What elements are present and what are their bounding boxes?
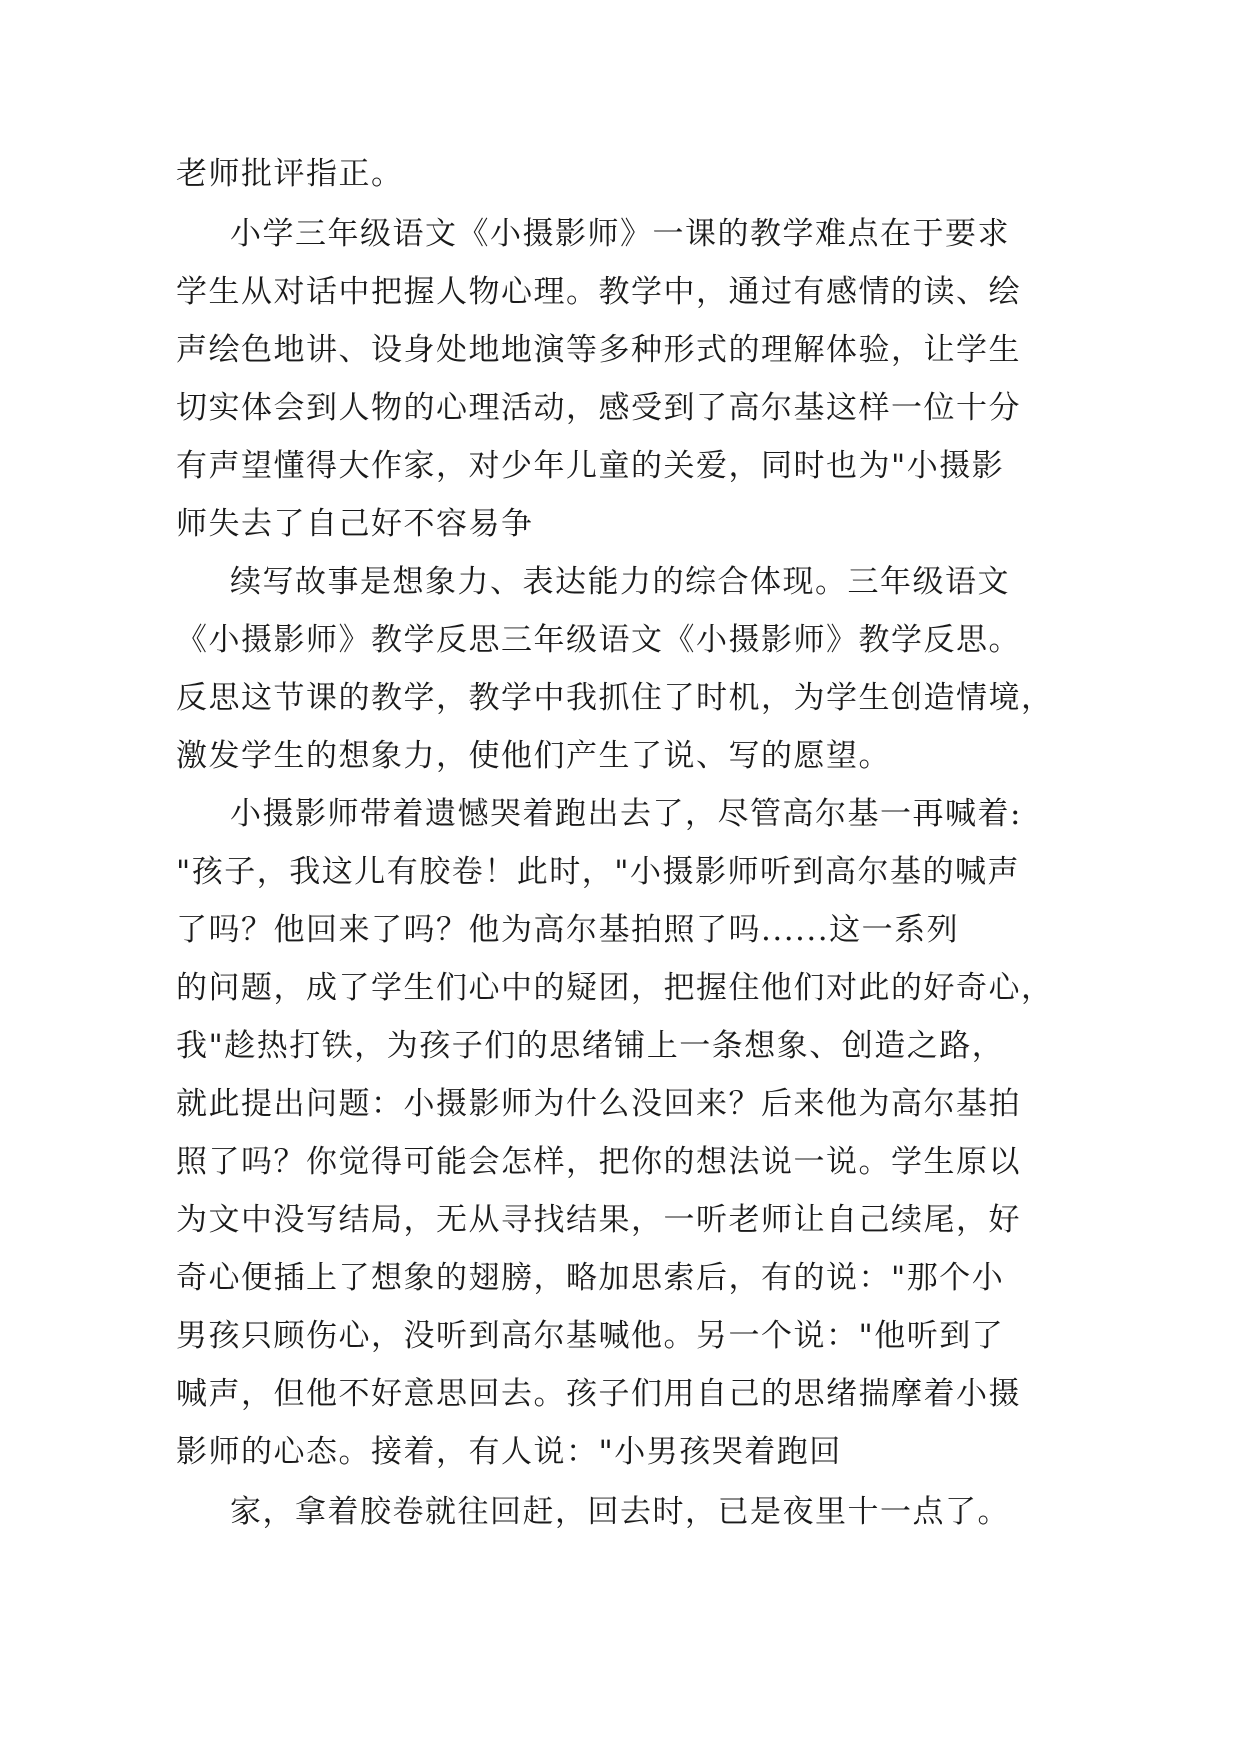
paragraph-start-line: 小学三年级语文《小摄影师》一课的教学难点在于要求 — [230, 216, 1010, 252]
text-line: 照了吗？你觉得可能会怎样，把你的想法说一说。学生原以 — [176, 1144, 1021, 1180]
text-line: 我"趁热打铁，为孩子们的思绪铺上一条想象、创造之路， — [176, 1028, 1005, 1064]
text-line: 就此提出问题：小摄影师为什么没回来？后来他为高尔基拍 — [176, 1086, 1021, 1122]
text-line: 影师的心态。接着，有人说："小男孩哭着跑回 — [176, 1434, 842, 1470]
text-line: 激发学生的想象力，使他们产生了说、写的愿望。 — [176, 738, 891, 774]
paragraph-start-line: 小摄影师带着遗憾哭着跑出去了，尽管高尔基一再喊着: — [230, 796, 1022, 832]
text-line: 《小摄影师》教学反思三年级语文《小摄影师》教学反思。 — [176, 622, 1021, 658]
text-line: 切实体会到人物的心理活动，感受到了高尔基这样一位十分 — [176, 390, 1021, 426]
text-line: 学生从对话中把握人物心理。教学中，通过有感情的读、绘 — [176, 274, 1021, 310]
text-line: 声绘色地讲、设身处地地演等多种形式的理解体验，让学生 — [176, 332, 1021, 368]
text-line: 有声望懂得大作家，对少年儿童的关爱，同时也为"小摄影 — [176, 448, 1005, 484]
text-line: 师失去了自己好不容易争 — [176, 506, 534, 542]
text-line: 喊声，但他不好意思回去。孩子们用自己的思绪揣摩着小摄 — [176, 1376, 1021, 1412]
text-line: 为文中没写结局，无从寻找结果，一听老师让自己续尾，好 — [176, 1202, 1021, 1238]
paragraph-start-line: 家，拿着胶卷就往回赶，回去时，已是夜里十一点了。 — [230, 1494, 1010, 1530]
text-line: 反思这节课的教学，教学中我抓住了时机，为学生创造情境， — [176, 680, 1054, 716]
text-line: 老师批评指正。 — [176, 156, 404, 192]
text-line: 男孩只顾伤心，没听到高尔基喊他。另一个说："他听到了 — [176, 1318, 1005, 1354]
text-line: 的问题，成了学生们心中的疑团，把握住他们对此的好奇心， — [176, 970, 1054, 1006]
text-line: "孩子，我这儿有胶卷！此时，"小摄影师听到高尔基的喊声 — [176, 854, 1021, 890]
text-line: 奇心便插上了想象的翅膀，略加思索后，有的说："那个小 — [176, 1260, 1005, 1296]
text-line: 了吗？他回来了吗？他为高尔基拍照了吗......这一系列 — [176, 912, 960, 948]
paragraph-start-line: 续写故事是想象力、表达能力的综合体现。三年级语文 — [230, 564, 1010, 600]
